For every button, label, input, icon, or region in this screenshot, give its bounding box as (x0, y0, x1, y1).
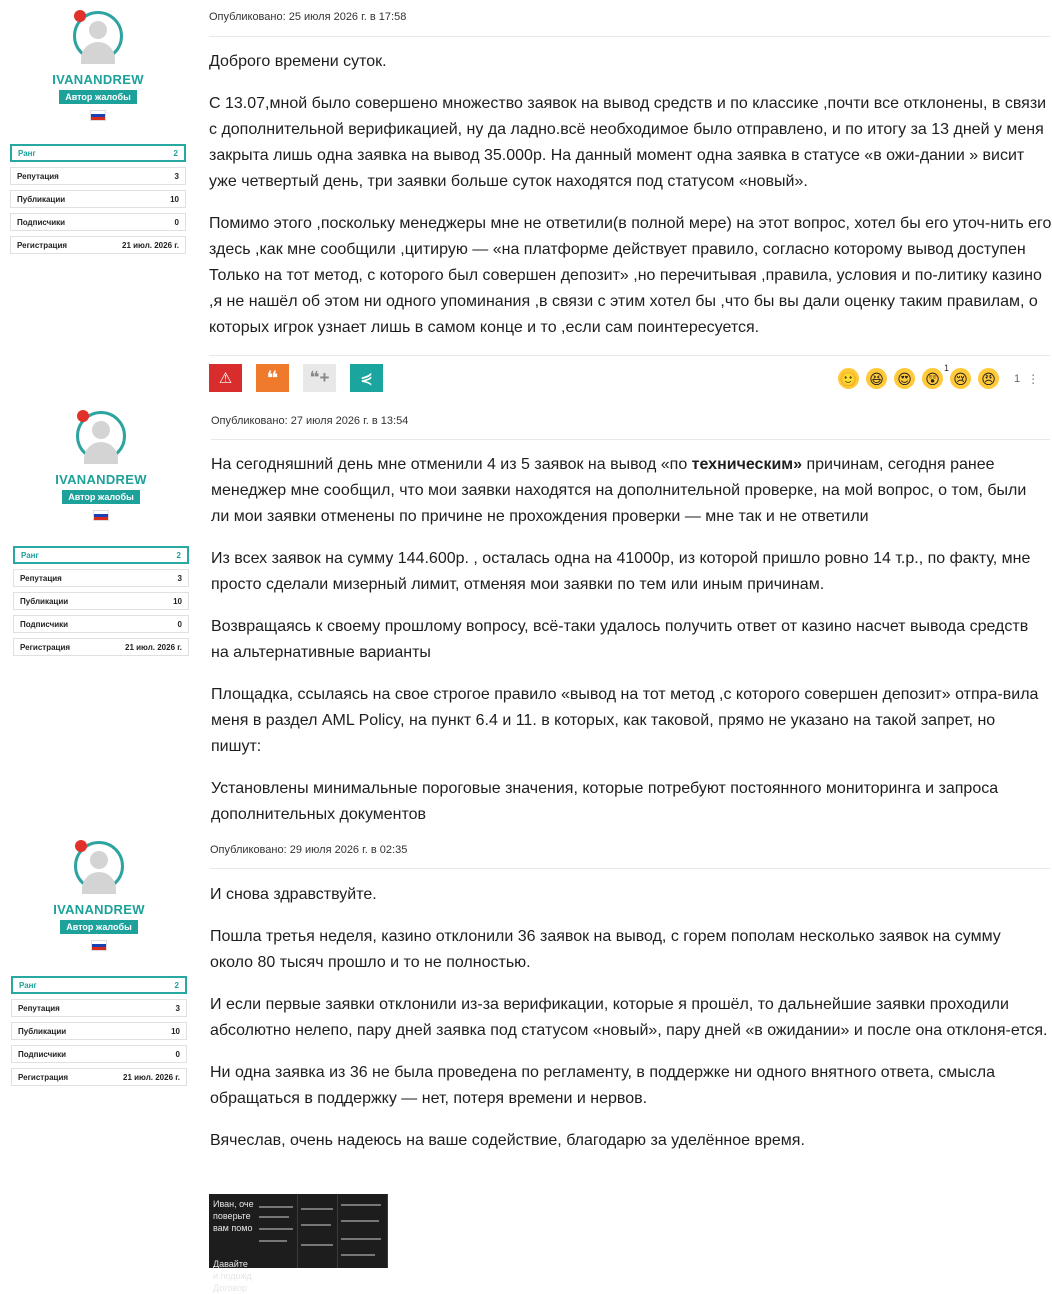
multiquote-button[interactable] (303, 364, 336, 392)
reactions-bar (838, 363, 1040, 389)
author-badge: Автор жалобы (62, 490, 140, 504)
post-actions (209, 364, 383, 392)
stat-reputation: Репутация 3 (13, 569, 189, 587)
user-stats (13, 546, 189, 661)
paragraph: Вячеслав, очень надеюсь на ваше содействие, благодарю за уделённое время. (210, 1132, 805, 1149)
share-button[interactable] (350, 364, 383, 392)
reactions-total[interactable]: 1 (1014, 372, 1021, 385)
avatar[interactable] (73, 840, 125, 892)
author-card (13, 410, 189, 521)
quote-button[interactable] (256, 364, 289, 392)
post-content (211, 452, 1047, 844)
quote-icon: ❝ (266, 367, 279, 390)
author-card (10, 10, 186, 121)
stat-posts: Публикации 10 (13, 592, 189, 610)
stat-rank: Ранг 2 (10, 144, 186, 162)
reaction-angry[interactable]: 😠 (978, 368, 999, 389)
stat-followers: Подписчики 0 (10, 213, 186, 231)
warning-icon: ⚠ (218, 370, 233, 387)
paragraph: Ни одна заявка из 36 не была проведена по регламенту, в поддержке ни одного внятного ответа, смысла обращаться в поддержку — нет, потеря времени и нервов. (210, 1064, 996, 1107)
reaction-wow[interactable]: 😲 $^1$ (922, 368, 943, 389)
stat-posts: Публикации 10 (11, 1022, 187, 1040)
stat-reputation: Репутация 3 (11, 999, 187, 1017)
status-dot (74, 10, 86, 22)
paragraph: С 13.07,мной было совершено множество заявок на вывод средств и по классике ,почти все отклонены, в связи с дополнительной верификацией, ну да ладно.всё необходимое было отправлено, и по итогу за 13 дней у меня закрыта лишь одна заявка на вывод 35.000р. На данный момент одна заявка в статусе «в ожи-дании » висит уже четвертый день, три заявки больше суток находятся под статусом «новый». (209, 95, 1047, 190)
reaction-count: 1 (943, 363, 949, 373)
multiquote-icon: ❝+ (309, 368, 330, 387)
reaction-laugh[interactable]: 😆 (866, 368, 887, 389)
divider (209, 36, 1050, 37)
attachment-text: Иван, оче поверьте вам помо Давайте и подожд Договор (213, 1199, 254, 1293)
paragraph: Из всех заявок на сумму 144.600р. , осталась одна на 41000р, из которой пришло ровно 14 т.р., по факту, мне просто сделали мизерный лимит, отменяя мои заявки по тем или иным причинам. (211, 550, 1031, 593)
post-date: Опубликовано: 27 июля 2026 г. в 13:54 (211, 415, 409, 427)
reaction-love[interactable]: 😍 (894, 368, 915, 389)
status-dot (75, 840, 87, 852)
stat-rank: Ранг 2 (13, 546, 189, 564)
avatar[interactable] (75, 410, 127, 462)
share-icon: ⋞ (360, 370, 373, 387)
post-content (210, 882, 1048, 1170)
stat-followers: Подписчики 0 (13, 615, 189, 633)
attachment-thumbnail[interactable] (209, 1194, 387, 1293)
reaction-sad[interactable]: 😢 (950, 368, 971, 389)
paragraph: Площадка, ссылаясь на свое строгое правило «вывод на тот метод ,с которого совершен депозит» отпра-вила меня в раздел AML Policy, на пункт 6.4 и 11. в которых, как таковой, прямо не указано на такой запрет, но пишут: (211, 686, 1039, 755)
user-stats (11, 976, 187, 1091)
status-dot (77, 410, 89, 422)
flag-icon (91, 940, 107, 951)
stat-registration: Регистрация 21 июл. 2026 г. (11, 1068, 187, 1086)
stat-posts: Публикации 10 (10, 190, 186, 208)
reaction-like[interactable]: 🙂 (838, 368, 859, 389)
stat-rank: Ранг 2 (11, 976, 187, 994)
username[interactable]: IVANANDREW (53, 902, 145, 917)
paragraph: И снова здравствуйте. (210, 886, 377, 903)
divider (211, 439, 1050, 440)
flag-icon (90, 110, 106, 121)
stat-reputation: Репутация 3 (10, 167, 186, 185)
post-date: Опубликовано: 29 июля 2026 г. в 02:35 (210, 844, 408, 856)
stat-registration: Регистрация 21 июл. 2026 г. (10, 236, 186, 254)
divider (209, 355, 1050, 356)
paragraph: Установлены минимальные пороговые значения, которые потребуют постоянного мониторинга и запроса дополнительных документов (211, 780, 999, 823)
username[interactable]: IVANANDREW (52, 72, 144, 87)
stat-registration: Регистрация 21 июл. 2026 г. (13, 638, 189, 656)
paragraph: И если первые заявки отклонили из-за верификации, которые я прошёл, то дальнейшие заявки проходили абсолютно нелепо, пару дней заявка под статусом «новый», пару дней «в ожидании» и после она отклоня-ется. (210, 996, 1048, 1039)
paragraph: На сегодняшний день мне отменили 4 из 5 заявок на вывод «по техническим» причинам, сегодня ранее менеджер мне сообщил, что мои заявки находятся на дополнительной проверке, на мой вопрос, о том, были ли мои заявки отменены по причине не прохождения проверки — мне так и не ответили (211, 456, 1027, 525)
more-options-icon[interactable]: ⋮ (1027, 371, 1040, 386)
author-badge: Автор жалобы (59, 90, 137, 104)
author-badge: Автор жалобы (60, 920, 138, 934)
stat-followers: Подписчики 0 (11, 1045, 187, 1063)
divider (210, 868, 1050, 869)
post-content (209, 49, 1052, 357)
avatar[interactable] (72, 10, 124, 62)
flag-icon (93, 510, 109, 521)
paragraph: Помимо этого ,поскольку менеджеры мне не ответили(в полной мере) на этот вопрос, хотел бы его уточ-нить его здесь ,как мне сообщили ,цитирую — «на платформе действует правило, согласно которому вывод доступен Только на тот метод, с которого был совершен депозит» ,но перечитывая ,правила, условия и по-литику казино ,я не нашёл об этом ни одного упоминания ,в связи с этим хотел бы ,что бы вы дали оценку таким правилам, о которых игрок узнает лишь в самом конце и то ,если сам поинтересуется. (209, 215, 1052, 336)
report-button[interactable] (209, 364, 242, 392)
paragraph: Возвращаясь к своему прошлому вопросу, всё-таки удалось получить ответ от казино насчет вывода средств на альтернативные варианты (211, 618, 1029, 661)
paragraph: Пошла третья неделя, казино отклонили 36 заявок на вывод, с горем пополам несколько заявок на сумму около 80 тысяч прошло и то не полностью. (210, 928, 1001, 971)
user-stats (10, 144, 186, 259)
post-date: Опубликовано: 25 июля 2026 г. в 17:58 (209, 11, 407, 23)
paragraph: Доброго времени суток. (209, 53, 387, 70)
username[interactable]: IVANANDREW (55, 472, 147, 487)
author-card (11, 840, 187, 951)
